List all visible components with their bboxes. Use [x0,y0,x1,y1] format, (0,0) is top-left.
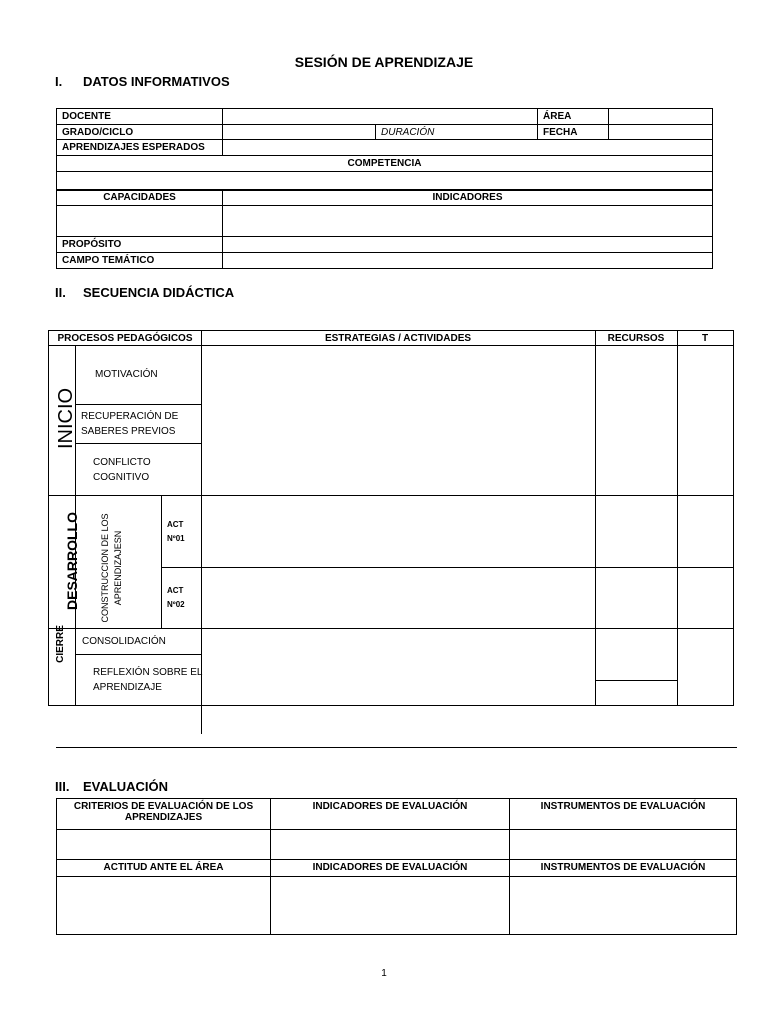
section-2-number: II. [55,285,66,300]
act-02-line-1: ACT [167,586,184,595]
secuencia-didactica-table [48,330,734,706]
recuperacion-line-2: SABERES PREVIOS [81,426,176,437]
criterios-field[interactable] [57,830,271,860]
section-3-number: III. [55,779,70,794]
criterios-header: CRITERIOS DE EVALUACIÓN DE LOS APRENDIZAJES [57,799,271,830]
indicadores-label: INDICADORES [223,190,713,206]
capacidades-field[interactable] [57,206,223,237]
header-tiempo: T [701,333,709,344]
header-recursos: RECURSOS [607,333,665,344]
indicadores-field[interactable] [223,206,713,237]
campo-tematico-field[interactable] [223,253,713,269]
proposito-field[interactable] [223,237,713,253]
indicadores-eval-header-1: INDICADORES DE EVALUACIÓN [271,799,510,830]
docente-label: DOCENTE [57,109,223,125]
fecha-field[interactable] [609,125,713,140]
fecha-label: FECHA [538,125,609,140]
estrategias-act-02-field[interactable] [162,568,595,628]
act-02-line-2: Nº02 [167,600,185,609]
document-title: SESIÓN DE APRENDIZAJE [294,54,474,70]
separator-line [56,747,737,748]
area-field[interactable] [609,109,713,125]
conflicto-line-1: CONFLICTO [93,457,151,468]
duracion-label: DURACIÓN [376,125,538,140]
indicadores-eval-field-1[interactable] [271,830,510,860]
cierre-label: CIERRE [55,625,66,663]
motivacion-label: MOTIVACIÓN [95,369,158,380]
indicadores-eval-header-2: INDICADORES DE EVALUACIÓN [271,860,510,877]
section-3-heading [55,779,168,794]
competencia-label: COMPETENCIA [57,156,713,172]
section-1-number: I. [55,74,63,89]
grado-label: GRADO/CICLO [57,125,223,140]
inicio-label: INICIO [55,387,77,449]
estrategias-cierre-field[interactable] [202,629,595,705]
section-1-title: DATOS INFORMATIVOS [83,74,230,89]
proposito-label: PROPÓSITO [57,237,223,253]
aprendizajes-label: APRENDIZAJES ESPERADOS [57,140,223,156]
recuperacion-line-1: RECUPERACIÓN DE [81,411,179,422]
competencia-field[interactable] [57,172,713,190]
conflicto-line-2: COGNITIVO [93,472,150,483]
reflexion-line-2: APRENDIZAJE [93,682,162,693]
instrumentos-eval-field-2[interactable] [510,877,737,935]
area-label: ÁREA [538,109,609,125]
estrategias-act-01-field[interactable] [162,496,595,567]
reflexion-line-1: REFLEXIÓN SOBRE EL [93,667,203,678]
header-procesos: PROCESOS PEDAGÓGICOS [57,333,193,344]
instrumentos-eval-header-1: INSTRUMENTOS DE EVALUACIÓN [510,799,737,830]
estrategias-inicio-field[interactable] [202,346,595,495]
header-estrategias: ESTRATEGIAS / ACTIVIDADES [324,333,472,344]
construccion-label [99,513,125,623]
stray-line [201,706,202,734]
consolidacion-label: CONSOLIDACIÓN [82,636,166,647]
evaluacion-table [56,798,737,935]
actitud-header: ACTITUD ANTE EL ÁREA [57,860,271,877]
aprendizajes-field[interactable] [223,140,713,156]
act-01-line-1: ACT [167,520,184,529]
instrumentos-eval-header-2: INSTRUMENTOS DE EVALUACIÓN [510,860,737,877]
capacidades-label: CAPACIDADES [57,190,223,206]
section-1-heading [55,74,230,89]
instrumentos-eval-field-1[interactable] [510,830,737,860]
section-2-heading [55,285,234,300]
datos-informativos-table [56,108,713,269]
construccion-line-2: APRENDIZAJESN [113,530,123,606]
grado-field[interactable] [223,125,376,140]
actitud-field[interactable] [57,877,271,935]
section-2-title: SECUENCIA DIDÁCTICA [83,285,235,300]
campo-tematico-label: CAMPO TEMÁTICO [57,253,223,269]
page-number: 1 [381,968,387,979]
indicadores-eval-field-2[interactable] [271,877,510,935]
act-01-line-2: Nº01 [167,534,185,543]
construccion-line-1: CONSTRUCCION DE LOS [100,513,110,623]
section-3-title: EVALUACIÓN [83,779,168,794]
desarrollo-label: DESARROLLO [64,512,80,610]
docente-field[interactable] [223,109,538,125]
